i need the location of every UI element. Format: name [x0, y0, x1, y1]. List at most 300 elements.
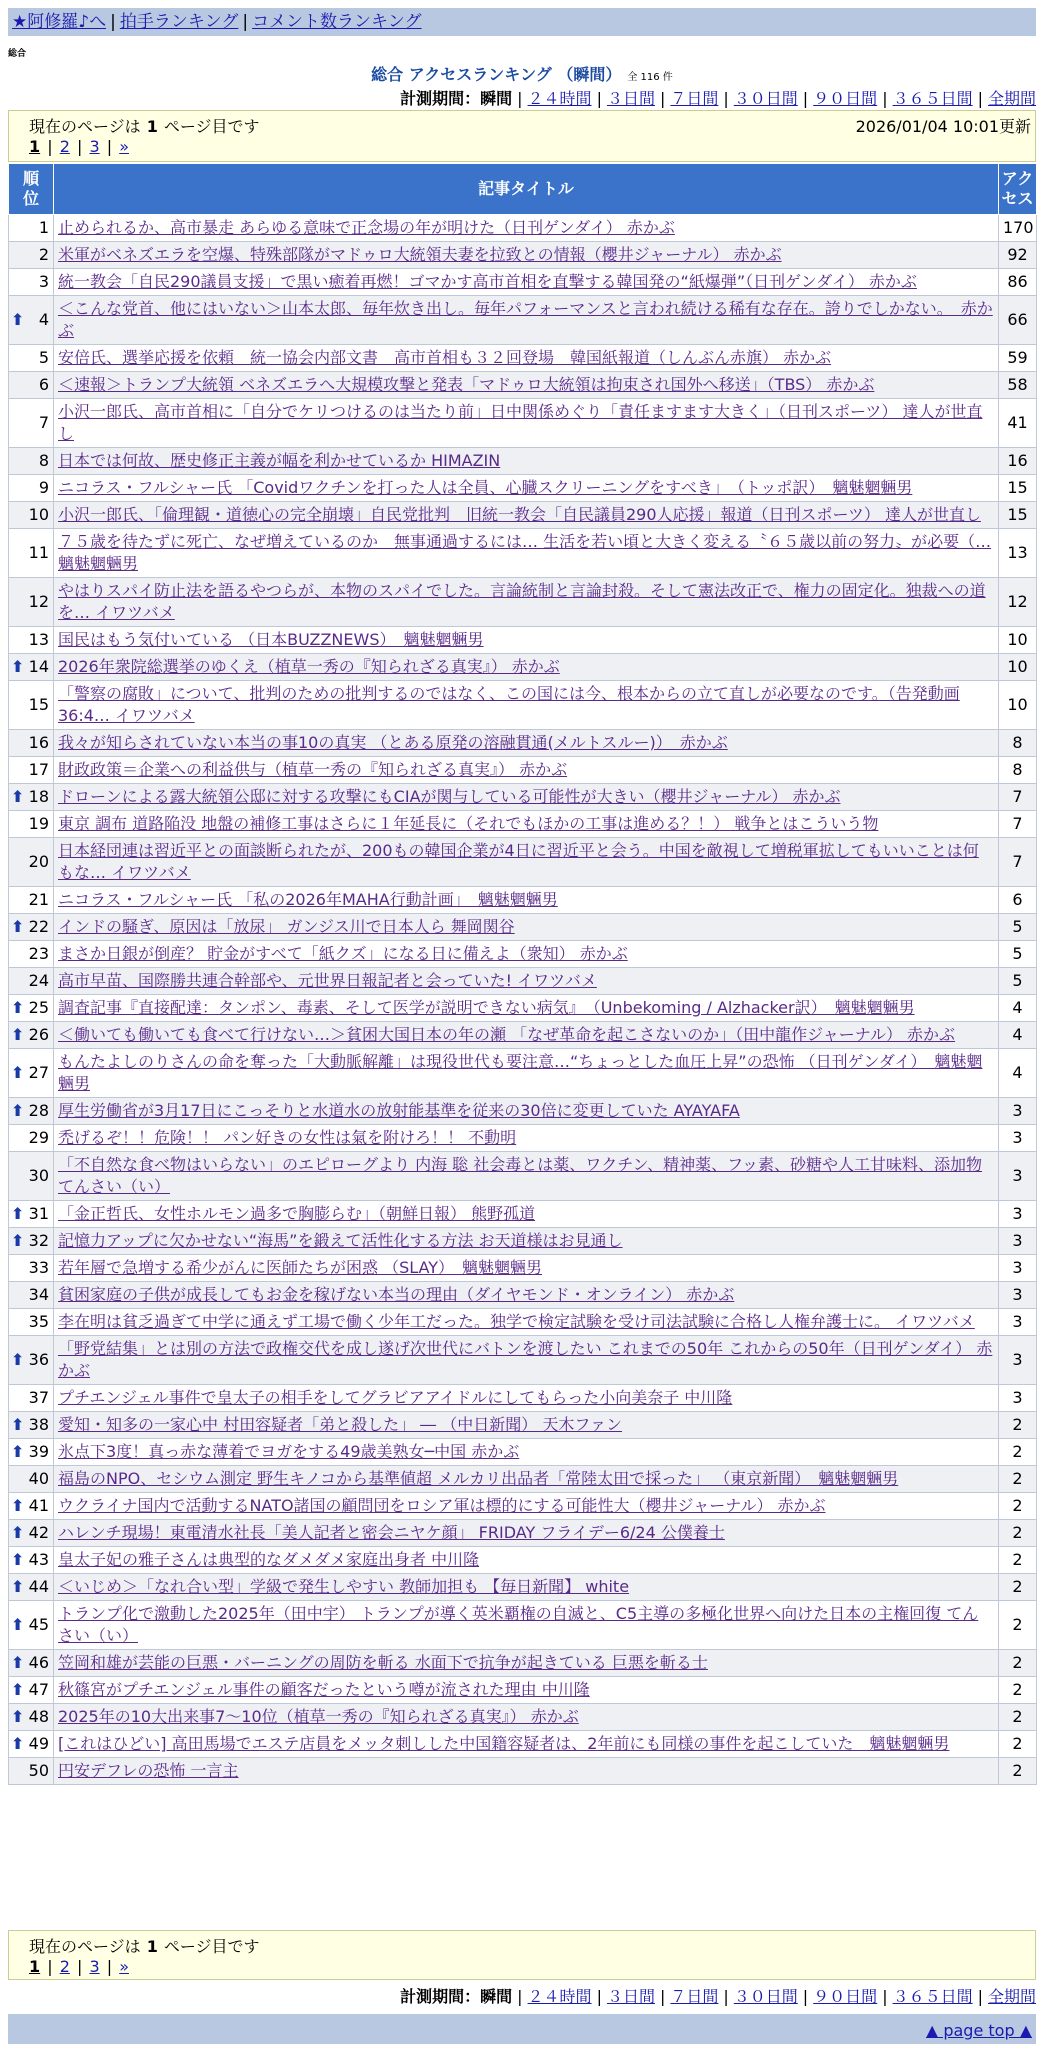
- page-info-prefix: 現在のページは: [29, 117, 141, 136]
- page-info-suffix: ページ目です: [163, 1937, 260, 1956]
- article-title-link[interactable]: トランプ化で激動した2025年（田中宇） トランプが導く英米覇権の自滅と、C5主導の多極化世界へ向けた日本の主権回復 てんさい（い）: [58, 1604, 979, 1645]
- article-title-link[interactable]: ハレンチ現場！東電清水社長「美人記者と密会ニヤケ顔」 FRIDAY フライデー6/24 公僕養士: [58, 1523, 725, 1542]
- title-cell: [54, 1704, 999, 1731]
- article-title-link[interactable]: 「不自然な食べ物はいらない」のエピローグより 内海 聡 社会毒とは薬、ワクチン、精神薬、フッ素、砂糖や人工甘味料、添加物 てんさい（い）: [58, 1155, 983, 1196]
- access-count-cell: 8: [999, 730, 1037, 757]
- article-title-link[interactable]: 我々が知らされていない本当の事10の真実 （とある原発の溶融貫通(メルトスルー)） 赤かぶ: [58, 733, 728, 752]
- rank-cell: [9, 1677, 54, 1704]
- period-separator: |: [596, 1987, 602, 2006]
- period-separator: |: [882, 89, 888, 108]
- access-count-cell: 15: [999, 502, 1037, 529]
- period-option-link[interactable]: ３６５日間: [892, 89, 973, 108]
- article-title-link[interactable]: ドローンによる露大統領公邸に対する攻撃にもCIAが関与している可能性が大きい（櫻井ジャーナル） 赤かぶ: [58, 787, 841, 806]
- article-title-link[interactable]: 秋篠宮がプチエンジェル事件の顧客だったという噂が流された理由 中川隆: [58, 1680, 590, 1699]
- rank-cell: [9, 1439, 54, 1466]
- article-title-link[interactable]: 高市早苗、国際勝共連合幹部や、元世界日報記者と会っていた! イワツバメ: [58, 971, 597, 990]
- rank-number: 4: [38, 310, 49, 329]
- table-row: [9, 1201, 1037, 1228]
- rank-cell: [9, 1049, 54, 1098]
- rank-cell: [9, 1493, 54, 1520]
- rank-number: 12: [28, 592, 49, 611]
- nav-separator: |: [242, 12, 249, 32]
- access-count-cell: 7: [999, 811, 1037, 838]
- rank-number: 35: [28, 1312, 49, 1331]
- access-count-cell: 2: [999, 1493, 1037, 1520]
- article-title-link[interactable]: [これはひどい] 高田馬場でエステ店員をメッタ刺しした中国籍容疑者は、2年前にも同様の事件を起こしていた 魑魅魍魎男: [58, 1734, 950, 1753]
- period-label: 計測期間：: [400, 1987, 481, 2006]
- title-cell: [54, 1022, 999, 1049]
- article-title-link[interactable]: 日本経団連は習近平との面談断られたが、200もの韓国企業が4日に習近平と会う。中国を敵視して増税軍拡してもいいことは何もな… イワツバメ: [58, 841, 979, 882]
- rank-cell: [9, 1574, 54, 1601]
- rank-number: 14: [28, 657, 49, 676]
- article-title-link[interactable]: 氷点下3度！真っ赤な薄着でヨガをする49歳美熟女─中国 赤かぶ: [58, 1442, 520, 1461]
- period-option-link[interactable]: ３日間: [606, 89, 655, 108]
- title-cell: [54, 887, 999, 914]
- rank-cell: [9, 784, 54, 811]
- rank-number: 33: [28, 1258, 49, 1277]
- period-option-link[interactable]: 全期間: [987, 1987, 1036, 2006]
- access-count-cell: 2: [999, 1731, 1037, 1758]
- rank-number: 27: [28, 1063, 49, 1082]
- article-title-link[interactable]: ７５歳を待たずに死亡、なぜ増えているのか 無事通過するには… 生活を若い頃と大きく変える〝６５歳以前の努力〟が必要（… 魑魅魍魎男: [58, 532, 992, 573]
- period-separator: |: [659, 89, 666, 108]
- article-title-link[interactable]: ＜いじめ＞「なれ合い型」学級で発生しやすい 教師加担も 【毎日新聞】 white: [58, 1577, 630, 1596]
- access-count-cell: 3: [999, 1385, 1037, 1412]
- rank-up-arrow-icon: ⬆: [11, 917, 25, 936]
- period-label: 計測期間：: [400, 89, 481, 108]
- rank-number: 32: [28, 1231, 49, 1250]
- article-title-link[interactable]: 禿げるぞ！！危険！！ パン好きの女性は氣を附けろ！！ 不動明: [58, 1128, 517, 1147]
- table-row: [9, 995, 1037, 1022]
- article-title-link[interactable]: 国民はもう気付いている （日本BUZZNEWS） 魑魅魍魎男: [58, 630, 484, 649]
- clap-ranking-link[interactable]: 拍手ランキング: [119, 12, 239, 32]
- table-row: [9, 296, 1037, 345]
- rank-cell: [9, 914, 54, 941]
- rank-cell: [9, 887, 54, 914]
- article-title-link[interactable]: 2025年の10大出来事7～10位（植草一秀の『知られざる真実』） 赤かぶ: [58, 1707, 579, 1726]
- pager-page-link[interactable]: 3: [89, 1957, 100, 1976]
- title-cell: [54, 1309, 999, 1336]
- rank-cell: [9, 1152, 54, 1201]
- table-row: [9, 887, 1037, 914]
- comment-ranking-link[interactable]: コメント数ランキング: [252, 12, 422, 32]
- access-count-cell: 2: [999, 1520, 1037, 1547]
- rank-number: 20: [28, 852, 49, 871]
- period-separator: |: [802, 1987, 809, 2006]
- table-row: [9, 448, 1037, 475]
- access-count-cell: 8: [999, 757, 1037, 784]
- table-row: [9, 1152, 1037, 1201]
- title-header: 記事タイトル: [54, 164, 999, 215]
- title-cell: [54, 578, 999, 627]
- title-cell: [54, 1412, 999, 1439]
- period-option-link[interactable]: ３６５日間: [892, 1987, 973, 2006]
- table-row: [9, 1704, 1037, 1731]
- top-nav-bar: [8, 8, 1036, 36]
- rank-number: 45: [28, 1615, 49, 1634]
- period-current: 瞬間: [480, 89, 513, 108]
- footer-bar: [8, 2014, 1036, 2044]
- rank-cell: [9, 681, 54, 730]
- rank-number: 34: [28, 1285, 49, 1304]
- period-option-link[interactable]: ９０日間: [813, 1987, 878, 2006]
- rank-cell: [9, 529, 54, 578]
- access-count-cell: 59: [999, 345, 1037, 372]
- title-cell: [54, 968, 999, 995]
- pager-page-link[interactable]: 2: [59, 137, 70, 156]
- page-info-number: 1: [146, 117, 158, 136]
- rank-number: 18: [28, 787, 49, 806]
- title-cell: [54, 838, 999, 887]
- rank-number: 25: [28, 998, 49, 1017]
- article-title-link[interactable]: ＜速報＞トランプ大統領 ベネズエラへ大規模攻撃と発表「マドゥロ大統領は拘束され国外へ移送」（TBS） 赤かぶ: [58, 375, 875, 394]
- article-title-link[interactable]: 調査記事『直接配達：タンポン、毒素、そして医学が説明できない病気』 （Unbekoming / Alzhacker訳） 魑魅魍魎男: [58, 998, 915, 1017]
- article-title-link[interactable]: もんたよしのりさんの命を奪った「大動脈解離」は現役世代も要注意…“ちょっとした血圧上昇”の恐怖 （日刊ゲンダイ） 魑魅魍魎男: [58, 1052, 983, 1093]
- access-count-cell: 2: [999, 1439, 1037, 1466]
- article-title-link[interactable]: 円安デフレの恐怖 一言主: [58, 1761, 239, 1780]
- rank-cell: [9, 1650, 54, 1677]
- article-title-link[interactable]: 財政政策＝企業への利益供与（植草一秀の『知られざる真実』） 赤かぶ: [58, 760, 568, 779]
- rank-number: 10: [28, 505, 49, 524]
- article-title-link[interactable]: 記憶力アップに欠かせない“海馬”を鍛えて活性化する方法 お天道様はお見通し: [58, 1231, 623, 1250]
- article-title-link[interactable]: ＜働いても働いても食べて行けない…＞貧困大国日本の年の瀬 「なぜ革命を起こさないのか」（田中龍作ジャーナル） 赤かぶ: [58, 1025, 956, 1044]
- rank-up-arrow-icon: ⬆: [11, 787, 25, 806]
- title-cell: [54, 941, 999, 968]
- rank-cell: [9, 1228, 54, 1255]
- title-cell: [54, 1677, 999, 1704]
- rank-cell: [9, 269, 54, 296]
- article-title-link[interactable]: 「金正哲氏、女性ホルモン過多で胸膨らむ」（朝鮮日報） 熊野孤道: [58, 1204, 536, 1223]
- table-row: [9, 1309, 1037, 1336]
- rank-up-arrow-icon: ⬆: [11, 1680, 25, 1699]
- table-row: [9, 269, 1037, 296]
- access-count-cell: 13: [999, 529, 1037, 578]
- access-count-cell: 2: [999, 1547, 1037, 1574]
- article-title-link[interactable]: 統一教会「自民290議員支援」で黒い癒着再燃！ゴマかす高市首相を直撃する韓国発の“紙爆弾”（日刊ゲンダイ） 赤かぶ: [58, 272, 917, 291]
- rank-number: 22: [28, 917, 49, 936]
- rank-number: 1: [38, 218, 49, 237]
- rank-up-arrow-icon: ⬆: [11, 1025, 25, 1044]
- title-cell: [54, 475, 999, 502]
- rank-cell: [9, 1255, 54, 1282]
- rank-cell: [9, 838, 54, 887]
- page-info-box-top: [8, 110, 1036, 162]
- rank-header: 順位: [9, 164, 54, 215]
- table-row: [9, 1255, 1037, 1282]
- rank-cell: [9, 1309, 54, 1336]
- rank-cell: [9, 475, 54, 502]
- title-cell: [54, 1493, 999, 1520]
- ranking-title-line: [0, 62, 1044, 85]
- access-count-cell: 2: [999, 1466, 1037, 1493]
- rank-number: 9: [38, 478, 49, 497]
- rank-cell: [9, 502, 54, 529]
- table-row: [9, 838, 1037, 887]
- table-row: [9, 529, 1037, 578]
- pager-separator: |: [42, 1957, 58, 1976]
- article-title-link[interactable]: 福島のNPO、セシウム測定 野生キノコから基準値超 メルカリ出品者「常陸太田で採った」 （東京新聞） 魑魅魍魎男: [58, 1469, 899, 1488]
- rank-number: 17: [28, 760, 49, 779]
- access-count-cell: 6: [999, 887, 1037, 914]
- access-count-cell: 58: [999, 372, 1037, 399]
- rank-up-arrow-icon: ⬆: [11, 1415, 25, 1434]
- home-link[interactable]: ★阿修羅♪へ: [12, 12, 107, 32]
- period-selector-top: [400, 86, 1036, 109]
- table-row: [9, 1385, 1037, 1412]
- period-option-link[interactable]: ７日間: [670, 89, 719, 108]
- article-title-link[interactable]: 小沢一郎氏、高市首相に「自分でケリつけるのは当たり前」日中関係めぐり「責任ますます大きく」（日刊スポーツ） 達人が世直し: [58, 402, 983, 443]
- page-info-text: [29, 1934, 260, 1957]
- title-cell: [54, 784, 999, 811]
- rank-number: 28: [28, 1101, 49, 1120]
- title-cell: [54, 681, 999, 730]
- updated-timestamp: 2026/01/04 10:01更新: [855, 117, 1031, 136]
- table-row: [9, 1125, 1037, 1152]
- article-title-link[interactable]: 安倍氏、選挙応援を依頼 統一協会内部文書 高市首相も３２回登場 韓国紙報道（しんぶん赤旗） 赤かぶ: [58, 348, 832, 367]
- rank-number: 13: [28, 630, 49, 649]
- page-top-link[interactable]: ▲ page top ▲: [925, 2021, 1032, 2040]
- article-title-link[interactable]: 若年層で急増する希少がんに医師たちが困惑 （SLAY） 魑魅魍魎男: [58, 1258, 543, 1277]
- period-option-link[interactable]: ３０日間: [733, 89, 798, 108]
- title-cell: [54, 1466, 999, 1493]
- article-title-link[interactable]: やはりスパイ防止法を語るやつらが、本物のスパイでした。言論統制と言論封殺。そして憲法改正で、権力の固定化。独裁への道を… イワツバメ: [58, 581, 986, 622]
- title-cell: [54, 1049, 999, 1098]
- table-row: [9, 1466, 1037, 1493]
- pager-current: 1: [29, 137, 41, 156]
- title-cell: [54, 529, 999, 578]
- access-count-cell: 2: [999, 1650, 1037, 1677]
- title-cell: [54, 914, 999, 941]
- article-title-link[interactable]: まさか日銀が倒産？ 貯金がすべて「紙クズ」になる日に備えよ（衆知） 赤かぶ: [58, 944, 628, 963]
- rank-cell: [9, 1704, 54, 1731]
- access-count-cell: 66: [999, 296, 1037, 345]
- pager-page-link[interactable]: 3: [89, 137, 100, 156]
- table-row: [9, 968, 1037, 995]
- rank-cell: [9, 1022, 54, 1049]
- table-row: [9, 1758, 1037, 1785]
- article-title-link[interactable]: 米軍がベネズエラを空爆、特殊部隊がマドゥロ大統領夫妻を拉致との情報（櫻井ジャーナル） 赤かぶ: [58, 245, 782, 264]
- period-option-link[interactable]: ７日間: [670, 1987, 719, 2006]
- access-count-cell: 10: [999, 681, 1037, 730]
- article-title-link[interactable]: 日本では何故、歴史修正主義が幅を利かせているか HIMAZIN: [58, 451, 501, 470]
- period-option-link[interactable]: ９０日間: [813, 89, 878, 108]
- rank-cell: [9, 730, 54, 757]
- rank-number: 49: [28, 1734, 49, 1753]
- pager-current: 1: [29, 1957, 41, 1976]
- access-count-cell: 2: [999, 1704, 1037, 1731]
- rank-cell: [9, 1731, 54, 1758]
- rank-cell: [9, 1385, 54, 1412]
- rank-number: 16: [28, 733, 49, 752]
- rank-cell: [9, 1282, 54, 1309]
- rank-cell: [9, 1412, 54, 1439]
- rank-number: 8: [38, 451, 49, 470]
- access-count-cell: 92: [999, 242, 1037, 269]
- title-cell: [54, 1336, 999, 1385]
- rank-cell: [9, 215, 54, 242]
- title-cell: [54, 1228, 999, 1255]
- period-selector-bottom: [400, 1984, 1036, 2007]
- rank-cell: [9, 1125, 54, 1152]
- rank-cell: [9, 1466, 54, 1493]
- table-row: [9, 1574, 1037, 1601]
- article-title-link[interactable]: 「警察の腐敗」について、批判のための批判するのではなく、この国には今、根本からの立て直しが必要なのです。（告発動画36:4… イワツバメ: [58, 684, 960, 725]
- table-row: [9, 578, 1037, 627]
- access-count-cell: 3: [999, 1098, 1037, 1125]
- rank-up-arrow-icon: ⬆: [11, 1063, 25, 1082]
- table-row: [9, 757, 1037, 784]
- rank-number: 40: [28, 1469, 49, 1488]
- table-row: [9, 242, 1037, 269]
- title-cell: [54, 1098, 999, 1125]
- rank-cell: [9, 941, 54, 968]
- rank-up-arrow-icon: ⬆: [11, 1523, 25, 1542]
- table-row: [9, 345, 1037, 372]
- article-title-link[interactable]: 貧困家庭の子供が成長してもお金を稼げない本当の理由（ダイヤモンド・オンライン） 赤かぶ: [58, 1285, 735, 1304]
- title-cell: [54, 995, 999, 1022]
- pager: [29, 1957, 131, 1976]
- title-cell: [54, 627, 999, 654]
- access-count-cell: 3: [999, 1125, 1037, 1152]
- article-title-link[interactable]: ニコラス・フルシャー氏 「Covidワクチンを打った人は全員、心臓スクリーニングをすべき」 （トッポ訳） 魑魅魍魎男: [58, 478, 913, 497]
- table-row: [9, 811, 1037, 838]
- pager-separator: |: [101, 1957, 118, 1976]
- access-count-cell: 86: [999, 269, 1037, 296]
- ranking-table-body: [9, 215, 1037, 1785]
- article-title-link[interactable]: 愛知・知多の一家心中 村田容疑者「弟と殺した」 ― （中日新聞） 天木ファン: [58, 1415, 623, 1434]
- table-header-row: [9, 164, 1037, 215]
- title-cell: [54, 345, 999, 372]
- period-separator: |: [723, 89, 729, 108]
- article-title-link[interactable]: 2026年衆院総選挙のゆくえ（植草一秀の『知られざる真実』） 赤かぶ: [58, 657, 560, 676]
- title-cell: [54, 1547, 999, 1574]
- period-separator: |: [723, 1987, 729, 2006]
- access-count-cell: 10: [999, 627, 1037, 654]
- period-separator: |: [659, 1987, 666, 2006]
- rank-cell: [9, 1201, 54, 1228]
- rank-number: 5: [38, 348, 49, 367]
- table-row: [9, 1731, 1037, 1758]
- table-row: [9, 399, 1037, 448]
- rank-cell: [9, 578, 54, 627]
- title-cell: [54, 654, 999, 681]
- article-title-link[interactable]: 東京 調布 道路陥没 地盤の補修工事はさらに１年延長に（それでもほかの工事は進める？！） 戦争とはこういう物: [58, 814, 879, 833]
- pager-next-link[interactable]: »: [119, 1957, 129, 1976]
- pager-next-link[interactable]: »: [119, 137, 129, 156]
- rank-up-arrow-icon: ⬆: [11, 1231, 25, 1250]
- access-count-cell: 2: [999, 1677, 1037, 1704]
- pager-page-link[interactable]: 2: [59, 1957, 70, 1976]
- rank-cell: [9, 242, 54, 269]
- article-title-link[interactable]: 李在明は貧乏過ぎて中学に通えず工場で働く少年工だった。独学で検定試験を受け司法試験に合格し人権弁護士に。 イワツバメ: [58, 1312, 975, 1331]
- rank-number: 6: [38, 375, 49, 394]
- article-title-link[interactable]: ウクライナ国内で活動するNATO諸国の顧問団をロシア軍は標的にする可能性大（櫻井ジャーナル） 赤かぶ: [58, 1496, 826, 1515]
- table-row: [9, 1336, 1037, 1385]
- rank-cell: [9, 757, 54, 784]
- title-cell: [54, 215, 999, 242]
- title-cell: [54, 502, 999, 529]
- article-title-link[interactable]: ニコラス・フルシャー氏 「私の2026年MAHA行動計画」 魑魅魍魎男: [58, 890, 558, 909]
- table-row: [9, 1547, 1037, 1574]
- table-row: [9, 1677, 1037, 1704]
- rank-number: 19: [28, 814, 49, 833]
- page-info-text: [29, 114, 260, 137]
- table-row: [9, 1228, 1037, 1255]
- article-title-link[interactable]: インドの騒ぎ、原因は「放尿」 ガンジス川で日本人ら 舞岡関谷: [58, 917, 515, 936]
- access-count-cell: 3: [999, 1336, 1037, 1385]
- article-title-link[interactable]: 止められるか、高市暴走 あらゆる意味で正念場の年が明けた（日刊ゲンダイ） 赤かぶ: [58, 218, 675, 237]
- article-title-link[interactable]: プチエンジェル事件で皇太子の相手をしてグラビアアイドルにしてもらった小向美奈子 中川隆: [58, 1388, 733, 1407]
- access-count-cell: 12: [999, 578, 1037, 627]
- access-count-cell: 2: [999, 1601, 1037, 1650]
- table-row: [9, 1412, 1037, 1439]
- article-title-link[interactable]: 笠岡和雄が芸能の巨悪・バーニングの周防を斬る 水面下で抗争が起きている 巨悪を斬る士: [58, 1653, 708, 1672]
- period-separator: |: [977, 1987, 983, 2006]
- period-option-link[interactable]: ３日間: [606, 1987, 655, 2006]
- article-title-link[interactable]: 皇太子妃の雅子さんは典型的なダメダメ家庭出身者 中川隆: [58, 1550, 480, 1569]
- rank-number: 23: [28, 944, 49, 963]
- table-row: [9, 1022, 1037, 1049]
- title-cell: [54, 1758, 999, 1785]
- title-cell: [54, 1520, 999, 1547]
- page-info-prefix: 現在のページは: [29, 1937, 141, 1956]
- title-cell: [54, 811, 999, 838]
- rank-number: 41: [28, 1496, 49, 1515]
- rank-up-arrow-icon: ⬆: [11, 310, 25, 329]
- access-count-cell: 15: [999, 475, 1037, 502]
- rank-number: 39: [28, 1442, 49, 1461]
- title-cell: [54, 372, 999, 399]
- title-cell: [54, 448, 999, 475]
- rank-number: 46: [28, 1653, 49, 1672]
- rank-number: 36: [28, 1350, 49, 1369]
- table-row: [9, 1493, 1037, 1520]
- rank-number: 11: [28, 543, 49, 562]
- total-count: 全 116 件: [627, 72, 673, 83]
- title-cell: [54, 296, 999, 345]
- article-title-link[interactable]: 「野党結集」とは別の方法で政権交代を成し遂げ次世代にバトンを渡したい これまでの50年 これからの50年（日刊ゲンダイ） 赤かぶ: [58, 1339, 993, 1380]
- title-cell: [54, 1574, 999, 1601]
- article-title-link[interactable]: 小沢一郎氏、「倫理観・道徳心の完全崩壊」自民党批判 旧統一教会「自民議員290人応援」報道（日刊スポーツ） 達人が世直し: [58, 505, 981, 524]
- period-option-link[interactable]: ３０日間: [733, 1987, 798, 2006]
- rank-cell: [9, 296, 54, 345]
- pager-separator: |: [101, 137, 118, 156]
- rank-cell: [9, 1336, 54, 1385]
- article-title-link[interactable]: ＜こんな党首、他にはいない＞山本太郎、毎年炊き出し。毎年パフォーマンスと言われ続ける稀有な存在。誇りでしかない。 赤かぶ: [58, 299, 993, 340]
- rank-up-arrow-icon: ⬆: [11, 1734, 25, 1753]
- title-cell: [54, 730, 999, 757]
- access-count-cell: 5: [999, 968, 1037, 995]
- access-count-cell: 170: [999, 215, 1037, 242]
- article-title-link[interactable]: 厚生労働省が3月17日にこっそりと水道水の放射能基準を従来の30倍に変更していた AYAYAFA: [58, 1101, 740, 1120]
- period-option-link[interactable]: ２４時間: [527, 1987, 592, 2006]
- table-row: [9, 1098, 1037, 1125]
- rank-cell: [9, 372, 54, 399]
- rank-cell: [9, 1547, 54, 1574]
- period-option-link[interactable]: ２４時間: [527, 89, 592, 108]
- access-count-cell: 41: [999, 399, 1037, 448]
- title-cell: [54, 757, 999, 784]
- rank-number: 15: [28, 695, 49, 714]
- rank-number: 26: [28, 1025, 49, 1044]
- title-cell: [54, 1439, 999, 1466]
- ranking-title: 総合 アクセスランキング （瞬間）: [371, 65, 622, 84]
- rank-cell: [9, 399, 54, 448]
- table-row: [9, 1049, 1037, 1098]
- rank-up-arrow-icon: ⬆: [11, 1442, 25, 1461]
- period-option-link[interactable]: 全期間: [987, 89, 1036, 108]
- rank-number: 38: [28, 1415, 49, 1434]
